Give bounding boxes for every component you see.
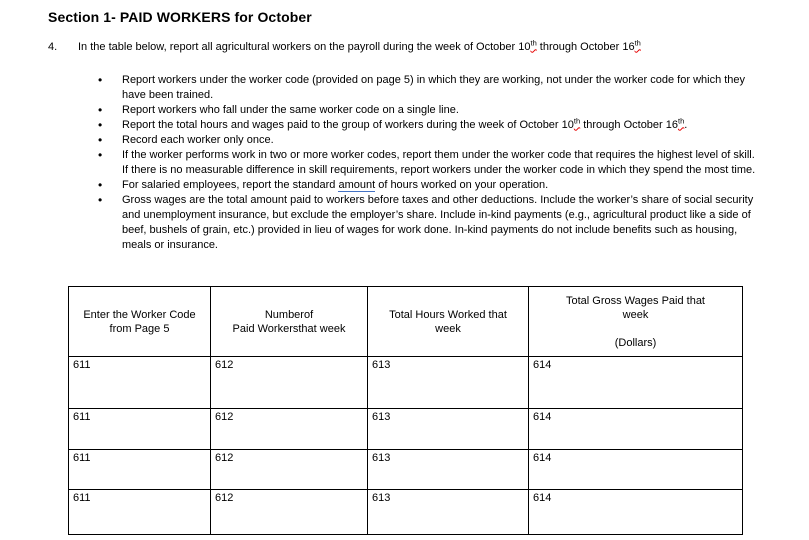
cell-code-label: 611 bbox=[73, 359, 91, 371]
instruction-bullet bbox=[96, 103, 761, 118]
grammar-flagged-word: amount bbox=[338, 179, 376, 191]
cell-code-label: 614 bbox=[533, 359, 552, 371]
superscript-misspelled: th bbox=[573, 116, 581, 126]
text-run: Report workers who fall under the same worker code on a single line. bbox=[122, 104, 459, 116]
entry-cell[interactable] bbox=[211, 450, 368, 490]
instructions-list bbox=[48, 73, 761, 253]
text-run: through October 16 bbox=[536, 41, 635, 53]
instruction-bullet bbox=[96, 148, 761, 178]
entry-cell[interactable] bbox=[69, 409, 211, 450]
table-row bbox=[69, 409, 743, 450]
text-run: Record each worker only once. bbox=[122, 134, 274, 146]
question-text bbox=[78, 40, 761, 55]
entry-cell[interactable] bbox=[529, 490, 743, 535]
cell-code-label: 612 bbox=[215, 452, 234, 464]
text-run: through October 16 bbox=[580, 119, 678, 131]
entry-cell[interactable] bbox=[69, 357, 211, 409]
cell-code-label: 612 bbox=[215, 411, 234, 423]
column-header: Total Gross Wages Paid that week (Dollars) bbox=[529, 287, 743, 357]
instruction-bullet bbox=[96, 73, 761, 103]
cell-code-label: 611 bbox=[73, 452, 91, 464]
entry-cell[interactable] bbox=[69, 490, 211, 535]
text-run: For salaried employees, report the standard bbox=[122, 179, 339, 191]
cell-code-label: 612 bbox=[215, 492, 234, 504]
instruction-bullet bbox=[96, 118, 761, 133]
superscript-misspelled: th bbox=[530, 38, 537, 48]
table-row bbox=[69, 490, 743, 535]
cell-code-label: 614 bbox=[533, 492, 552, 504]
entry-cell[interactable] bbox=[529, 409, 743, 450]
cell-code-label: 611 bbox=[73, 492, 91, 504]
table-row bbox=[69, 357, 743, 409]
cell-code-label: 613 bbox=[372, 359, 391, 371]
superscript-misspelled: th bbox=[634, 38, 641, 48]
table-row bbox=[69, 450, 743, 490]
entry-cell[interactable] bbox=[211, 357, 368, 409]
column-header: Enter the Worker Code from Page 5 bbox=[69, 287, 211, 357]
entry-cell[interactable] bbox=[368, 490, 529, 535]
cell-code-label: 612 bbox=[215, 359, 234, 371]
text-run: If the worker performs work in two or more worker codes, report them under the worker code that requires the highest level of skill. If there is no measurable difference in skill requirements, report workers under the worker code in which they spend the most time. bbox=[122, 149, 756, 176]
entry-cell[interactable] bbox=[529, 357, 743, 409]
text-run: of hours worked on your operation. bbox=[375, 179, 549, 191]
entry-cell[interactable] bbox=[368, 450, 529, 490]
table-header-row bbox=[69, 287, 743, 357]
text-run: In the table below, report all agricultural workers on the payroll during the week of October 10 bbox=[78, 41, 531, 53]
instruction-bullet bbox=[96, 193, 761, 253]
instruction-bullet bbox=[96, 178, 761, 193]
text-run: Gross wages are the total amount paid to workers before taxes and other deductions. Include the worker’s share of social security and unemployment insurance, but exclude the employer’s share. Include in-kind payments (e.g., agricultural product like a side of beef, bushels of grain, etc.) provided in lieu of wages for work done. In-kind payments do not include benefits such as housing, meals or insurance. bbox=[122, 194, 754, 251]
entry-cell[interactable] bbox=[211, 409, 368, 450]
entry-cell[interactable] bbox=[529, 450, 743, 490]
column-header: Total Hours Worked that week bbox=[368, 287, 529, 357]
entry-cell[interactable] bbox=[368, 409, 529, 450]
column-header: Numberof Paid Workersthat week bbox=[211, 287, 368, 357]
question-number: 4. bbox=[48, 41, 58, 53]
cell-code-label: 614 bbox=[533, 452, 552, 464]
cell-code-label: 613 bbox=[372, 452, 391, 464]
paid-workers-table bbox=[68, 286, 743, 535]
entry-cell[interactable] bbox=[211, 490, 368, 535]
cell-code-label: 611 bbox=[73, 411, 91, 423]
text-run: . bbox=[684, 119, 688, 131]
question-4 bbox=[48, 40, 761, 55]
entry-cell[interactable] bbox=[368, 357, 529, 409]
cell-code-label: 614 bbox=[533, 411, 552, 423]
table-body bbox=[69, 357, 743, 535]
entry-cell[interactable] bbox=[69, 450, 211, 490]
text-run: Report workers under the worker code (provided on page 5) in which they are working, not under the worker code for which they have been trained. bbox=[122, 74, 746, 101]
section-title: Section 1- PAID WORKERS for October bbox=[48, 9, 312, 25]
cell-code-label: 613 bbox=[372, 411, 391, 423]
text-run: Report the total hours and wages paid to the group of workers during the week of October 10 bbox=[122, 119, 574, 131]
instruction-bullet bbox=[96, 133, 761, 148]
superscript-misspelled: th bbox=[678, 116, 685, 126]
cell-code-label: 613 bbox=[372, 492, 391, 504]
